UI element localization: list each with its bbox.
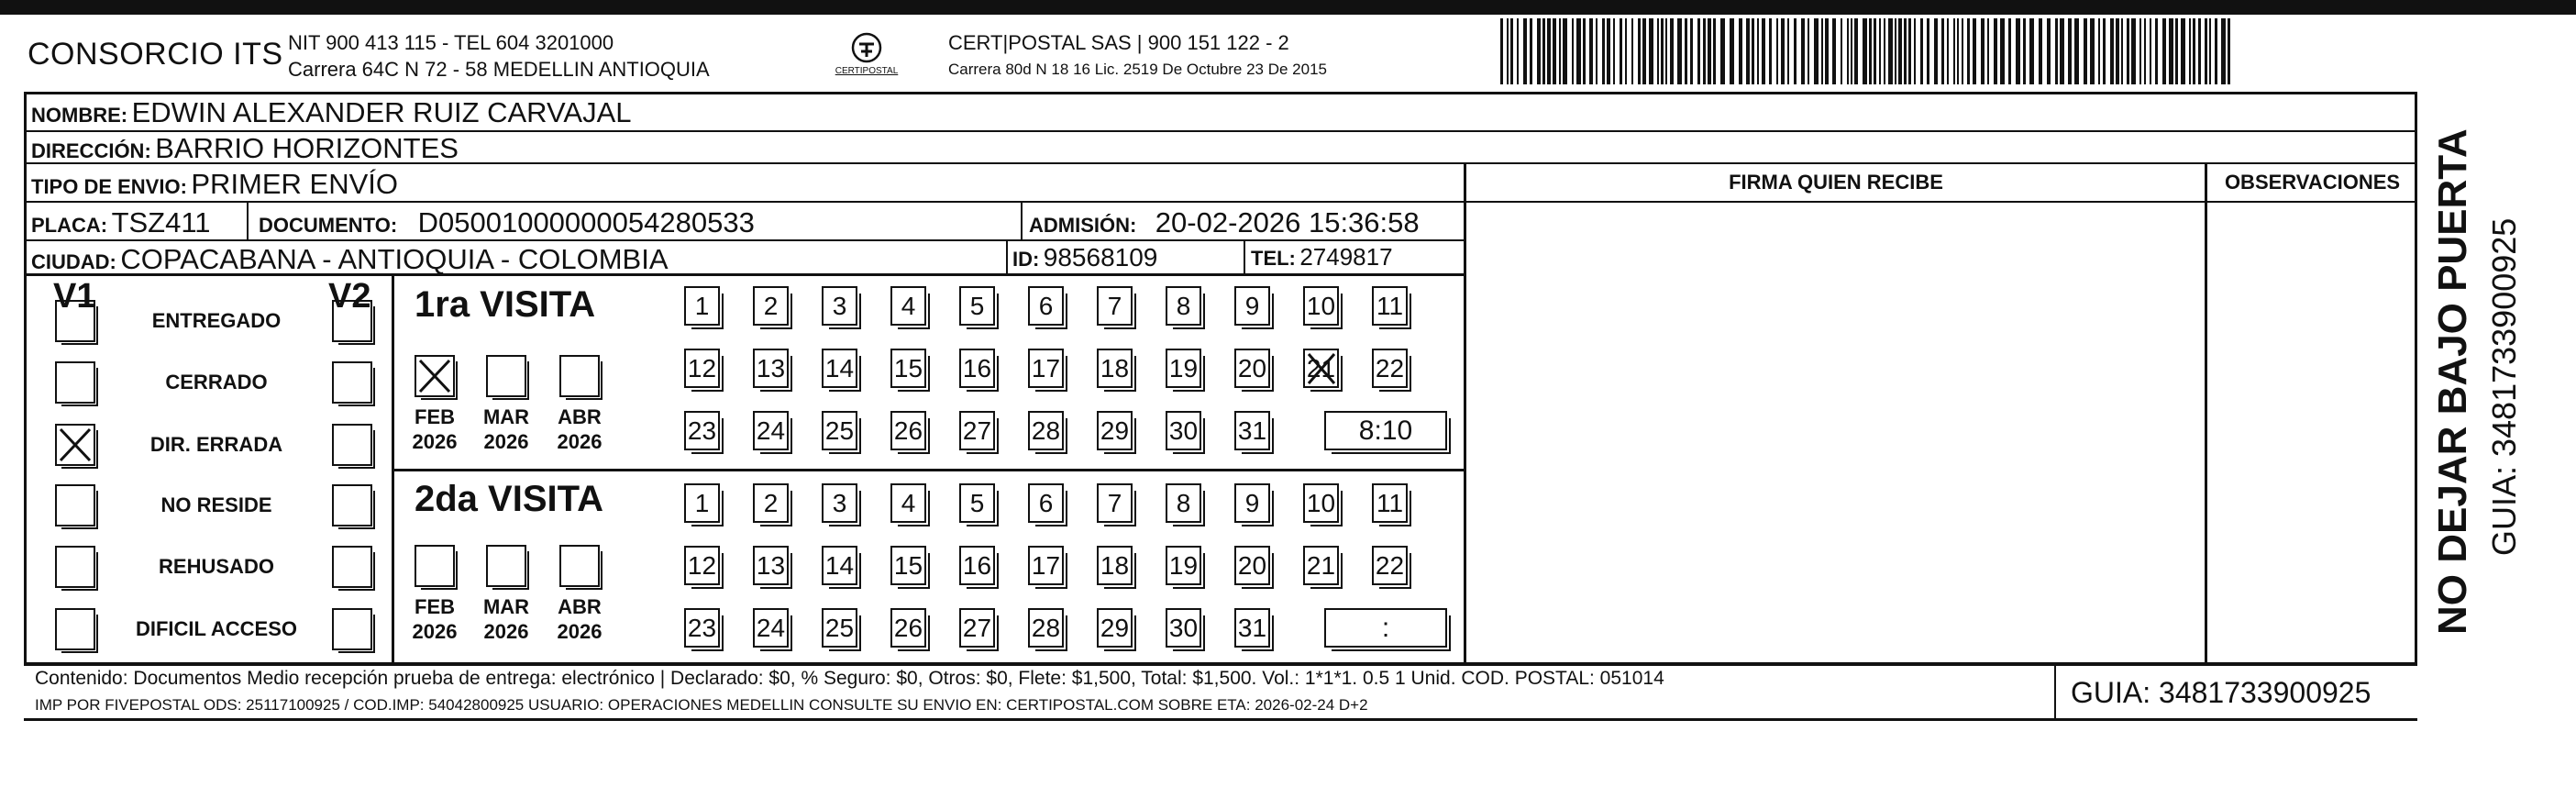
v2-checkbox[interactable] [332,424,372,466]
day-box-23[interactable]: 23 [684,411,720,450]
v1-checkbox[interactable] [55,424,95,466]
company-name: CONSORCIO ITS [28,37,283,72]
month-name: MAR [482,595,530,618]
day-box-8[interactable]: 8 [1166,483,1201,523]
v2-checkbox[interactable] [332,546,372,588]
v1-checkbox[interactable] [55,484,95,526]
day-box-22[interactable]: 22 [1372,546,1408,585]
day-box-14[interactable]: 14 [822,546,857,585]
certipostal-logo [830,28,903,83]
signature-area[interactable] [1468,203,2204,661]
carrier-address: Carrera 80d N 18 16 Lic. 2519 De Octubre 23 De 2015 [948,61,1327,78]
day-box-15[interactable]: 15 [890,349,926,388]
day-box-25[interactable]: 25 [822,608,857,648]
no-dejar-bajo-puerta: NO DEJAR BAJO PUERTA [2430,128,2475,635]
time-box[interactable]: : [1324,608,1447,648]
status-label: CERRADO [165,371,268,393]
v2-header: V2 [328,277,371,316]
day-box-15[interactable]: 15 [890,546,926,585]
month-year: 2026 [483,620,529,643]
day-box-9[interactable]: 9 [1234,286,1270,326]
placa-value: TSZ411 [111,206,211,238]
v1-checkbox[interactable] [55,546,95,588]
tel-cell [1251,243,1393,272]
status-label: NO RESIDE [160,493,272,516]
month-checkbox-abr[interactable] [559,355,600,397]
day-box-7[interactable]: 7 [1097,286,1133,326]
month-name: MAR [482,405,530,428]
day-box-4[interactable]: 4 [890,286,926,326]
documento-value: D05001000000054280533 [417,206,755,238]
check-x-icon [1305,350,1338,387]
day-box-31[interactable]: 31 [1234,411,1270,450]
month-checkbox-mar[interactable] [486,545,526,587]
day-box-5[interactable]: 5 [959,286,995,326]
day-box-22[interactable]: 22 [1372,349,1408,388]
nombre-value: EDWIN ALEXANDER RUIZ CARVAJAL [131,96,632,128]
month-label [479,594,534,644]
day-box-28[interactable]: 28 [1028,608,1064,648]
day-box-2[interactable]: 2 [753,483,789,523]
company-nit: NIT 900 413 115 - TEL 604 3201000 [288,31,614,54]
month-name: FEB [415,595,455,618]
v2-checkbox[interactable] [332,484,372,526]
v2-checkbox[interactable] [332,608,372,650]
month-label [407,404,462,454]
month-checkbox-abr[interactable] [559,545,600,587]
placa-label: PLACA: [31,214,108,237]
side-guia: GUIA: 3481733900925 [2485,217,2523,556]
day-box-18[interactable]: 18 [1097,546,1133,585]
id-cell [1012,243,1157,272]
id-label: ID: [1012,248,1040,271]
day-box-1[interactable]: 1 [684,483,720,523]
v2-checkbox[interactable] [332,300,372,342]
v1-checkbox[interactable] [55,300,95,342]
observaciones-area[interactable] [2208,203,2416,661]
status-label: REHUSADO [159,555,274,578]
month-name: FEB [415,405,455,428]
visit1-title: 1ra VISITA [415,284,596,325]
month-year: 2026 [412,620,458,643]
day-box-23[interactable]: 23 [684,608,720,648]
direccion-value: BARRIO HORIZONTES [155,132,459,164]
day-box-6[interactable]: 6 [1028,286,1064,326]
day-box-14[interactable]: 14 [822,349,857,388]
admision-value: 20-02-2026 15:36:58 [1155,206,1420,238]
company-address: Carrera 64C N 72 - 58 MEDELLIN ANTIOQUIA [288,58,710,81]
day-box-19[interactable]: 19 [1166,546,1201,585]
day-box-17[interactable]: 17 [1028,546,1064,585]
tel-value: 2749817 [1299,243,1393,271]
check-x-icon [416,357,453,395]
direccion-row [31,132,459,165]
month-checkbox-mar[interactable] [486,355,526,397]
month-year: 2026 [557,430,603,453]
day-box-24[interactable]: 24 [753,608,789,648]
time-box[interactable]: 8:10 [1324,411,1447,450]
id-value: 98568109 [1043,243,1158,272]
day-box-6[interactable]: 6 [1028,483,1064,523]
status-label: ENTREGADO [151,309,282,332]
v1-header: V1 [53,277,96,316]
day-box-27[interactable]: 27 [959,411,995,450]
day-box-27[interactable]: 27 [959,608,995,648]
ciudad-label: CIUDAD: [31,250,116,273]
day-box-26[interactable]: 26 [890,608,926,648]
barcode-icon [1500,18,2234,84]
day-box-18[interactable]: 18 [1097,349,1133,388]
day-box-17[interactable]: 17 [1028,349,1064,388]
footer-content-line: Contenido: Documentos Medio recepción prueba de entrega: electrónico | Declarado: $0, % Seguro: $0, Otros: $0, Flete: $1,500, Total: $1,500. Vol.: 1*1*1. 0.5 1 Unid. COD. POSTAL: 051014 [35,668,1664,689]
day-number: 21 [1306,353,1336,382]
v1-checkbox[interactable] [55,608,95,650]
admision-label: ADMISIÓN: [1029,214,1137,237]
v1-checkbox[interactable] [55,361,95,404]
day-box-19[interactable]: 19 [1166,349,1201,388]
documento-label: DOCUMENTO: [259,214,398,237]
day-box-5[interactable]: 5 [959,483,995,523]
carrier-nit: CERT|POSTAL SAS | 900 151 122 - 2 [948,31,1289,54]
month-year: 2026 [557,620,603,643]
day-box-21[interactable] [1303,349,1339,388]
month-name: ABR [558,405,602,428]
day-box-13[interactable]: 13 [753,546,789,585]
day-box-12[interactable]: 12 [684,349,720,388]
day-box-30[interactable]: 30 [1166,411,1201,450]
day-box-11[interactable]: 11 [1372,286,1408,326]
day-box-10[interactable]: 10 [1303,286,1339,326]
nombre-label: NOMBRE: [31,104,128,127]
visit2-title: 2da VISITA [415,479,603,519]
top-border-bar [0,0,2576,15]
day-box-8[interactable]: 8 [1166,286,1201,326]
direccion-label: DIRECCIÓN: [31,139,151,162]
day-box-4[interactable]: 4 [890,483,926,523]
month-year: 2026 [483,430,529,453]
day-box-10[interactable]: 10 [1303,483,1339,523]
day-box-24[interactable]: 24 [753,411,789,450]
day-box-3[interactable]: 3 [822,286,857,326]
month-label [552,594,607,644]
day-box-11[interactable]: 11 [1372,483,1408,523]
status-label: DIR. ERRADA [149,433,283,456]
logo-text: CERTIPOSTAL [835,66,899,76]
day-box-9[interactable]: 9 [1234,483,1270,523]
day-box-3[interactable]: 3 [822,483,857,523]
day-box-16[interactable]: 16 [959,546,995,585]
month-label [479,404,534,454]
day-box-21[interactable]: 21 [1303,546,1339,585]
check-x-icon [57,426,94,464]
observaciones-header: OBSERVACIONES [2224,171,2401,194]
day-box-28[interactable]: 28 [1028,411,1064,450]
footer-print-line: IMP POR FIVEPOSTAL ODS: 25117100925 / COD.IMP: 54042800925 USUARIO: OPERACIONES MEDELLIN CONSULTE SU ENVIO EN: CERTIPOSTAL.COM SOBRE ETA: 2026-02-24 D+2 [35,696,1368,714]
admision-cell [1029,206,1420,239]
footer-guia: GUIA: 3481733900925 [2071,676,2371,709]
month-label [552,404,607,454]
month-year: 2026 [412,430,458,453]
documento-cell [259,206,755,239]
day-box-26[interactable]: 26 [890,411,926,450]
day-box-29[interactable]: 29 [1097,411,1133,450]
day-box-1[interactable]: 1 [684,286,720,326]
day-box-12[interactable]: 12 [684,546,720,585]
day-box-20[interactable]: 20 [1234,349,1270,388]
month-checkbox-feb[interactable] [415,355,455,397]
day-box-16[interactable]: 16 [959,349,995,388]
day-box-29[interactable]: 29 [1097,608,1133,648]
placa-cell [31,206,211,239]
month-checkbox-feb[interactable] [415,545,455,587]
day-box-20[interactable]: 20 [1234,546,1270,585]
day-box-2[interactable]: 2 [753,286,789,326]
v2-checkbox[interactable] [332,361,372,404]
tipo-envio-row [31,168,398,201]
day-box-25[interactable]: 25 [822,411,857,450]
day-box-31[interactable]: 31 [1234,608,1270,648]
ciudad-cell [31,243,669,276]
tel-label: TEL: [1251,247,1296,270]
day-box-13[interactable]: 13 [753,349,789,388]
day-box-7[interactable]: 7 [1097,483,1133,523]
status-label: DIFICIL ACCESO [135,617,297,640]
month-label [407,594,462,644]
nombre-row [31,96,631,129]
tipo-envio-value: PRIMER ENVÍO [191,168,399,200]
firma-header: FIRMA QUIEN RECIBE [1729,171,1943,194]
month-name: ABR [558,595,602,618]
tipo-envio-label: TIPO DE ENVIO: [31,175,187,198]
day-box-30[interactable]: 30 [1166,608,1201,648]
ciudad-value: COPACABANA - ANTIOQUIA - COLOMBIA [120,243,669,275]
